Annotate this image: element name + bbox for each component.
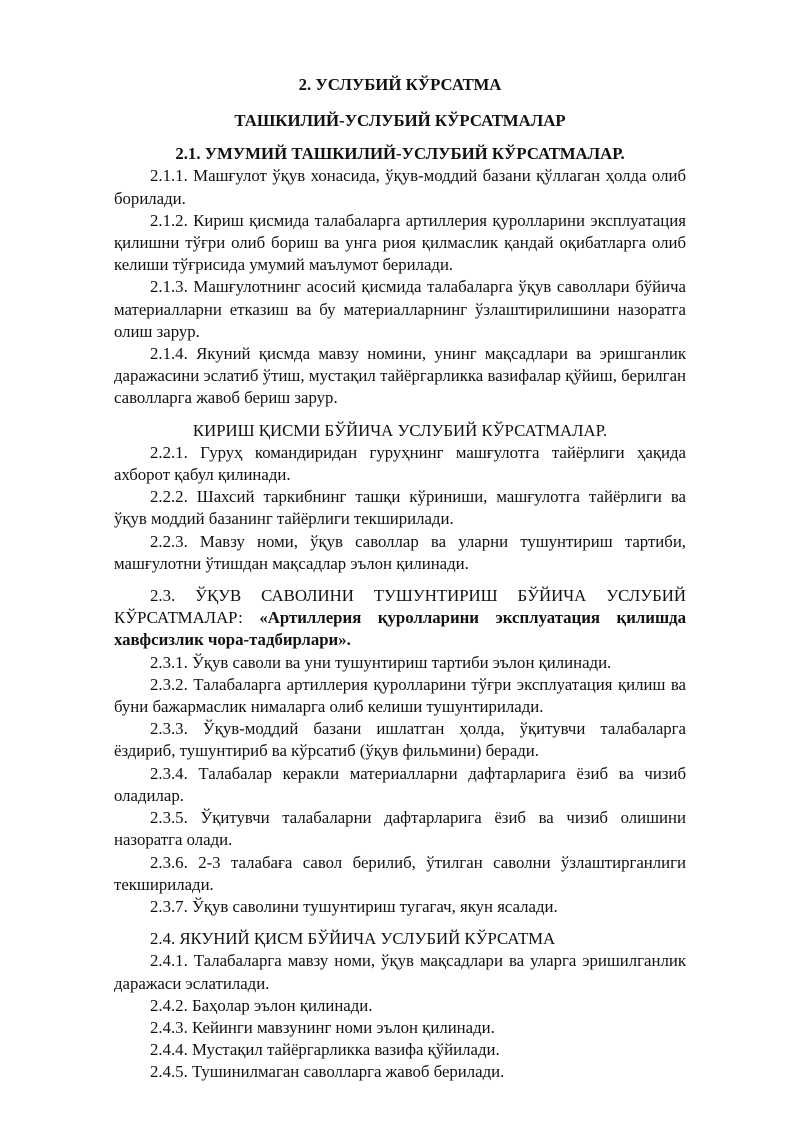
paragraph-2-3-2: 2.3.2. Талабаларга артиллерия қуролларини тўғри эксплуатация қилиш ва буни бажармаслик нималарга олиб келиши тушунтирилади.	[114, 674, 686, 717]
paragraph-2-3-1: 2.3.1. Ўқув саволи ва уни тушунтириш тартиби эълон қилинади.	[150, 652, 612, 672]
heading-general-guidance: 2.1. УМУМИЙ ТАШКИЛИЙ-УСЛУБИЙ КЎРСАТМАЛАР.	[175, 144, 625, 164]
heading-final-part-guidance: 2.4. ЯКУНИЙ ҚИСМ БЎЙИЧА УСЛУБИЙ КЎРСАТМА	[150, 929, 556, 949]
paragraph-2-2-3: 2.2.3. Мавзу номи, ўқув саволлар ва уларни тушунтириш тартиби, машғулотни ўтишдан мақсадлар эълон қилинади.	[114, 531, 686, 573]
section-2-4	[114, 950, 686, 1083]
heading-methodical-guidance: 2. УСЛУБИЙ КЎРСАТМА	[298, 75, 502, 94]
paragraph-2-2-1: 2.2.1. Гуруҳ командиридан гуруҳнинг машғулотга тайёрлиги ҳақида ахборот қабул қилинади.	[114, 442, 686, 485]
paragraph-2-1-3: 2.1.3. Машғулотнинг асосий қисмида талабаларга ўқув саволлари бўйича материалларни етказиш ва бу материалларнинг ўзлаштирилишини назоратга олиш зарур.	[114, 277, 686, 341]
paragraph-2-1-1: 2.1.1. Машғулот ўқув хонасида, ўқув-моддий базани қўллаган ҳолда олиб борилади.	[114, 166, 686, 208]
paragraph-2-3-5: 2.3.5. Ўқитувчи талабаларни дафтарларига ёзиб ва чизиб олишини назоратга олади.	[114, 808, 686, 850]
section-2-3-lead: 2.3. ЎҚУВ САВОЛИНИ ТУШУНТИРИШ БЎЙИЧА УСЛУБИЙ КЎРСАТМАЛАР:	[114, 586, 686, 628]
paragraph-2-3-heading	[114, 585, 686, 652]
heading-introduction-guidance: КИРИШ ҚИСМИ БЎЙИЧА УСЛУБИЙ КЎРСАТМАЛАР.	[192, 420, 608, 440]
paragraph-2-4-3: 2.4.3. Кейинги мавзунинг номи эълон қилинади.	[150, 1017, 495, 1037]
section-2-2	[114, 442, 686, 575]
paragraph-2-1-4: 2.1.4. Якуний қисмда мавзу номини, унинг мақсадлари ва эришганлик даражасини эслатиб ўтиш, мустақил тайёргарликка вазифалар қўйиш, берилган саволларга жавоб бериш зарур.	[114, 344, 686, 408]
paragraph-2-3-6: 2.3.6. 2-3 талабаға савол берилиб, ўтилган саволни ўзлаштирганлиги текширилади.	[114, 852, 686, 894]
paragraph-2-3-3: 2.3.3. Ўқув-моддий базани ишлатган ҳолда, ўқитувчи талабаларга ёздириб, тушунтириб ва кўрсатиб (ўқув фильмини) беради.	[114, 719, 686, 761]
paragraph-2-1-2: 2.1.2. Кириш қисмида талабаларга артиллерия қуролларини эксплуатация қилишни тўғри олиб бориш ва унга риоя қилмаслик қандай оқибатларга олиб келиши тўғрисида умумий маълумот берилади.	[114, 210, 686, 275]
heading-organizational-guidance: ТАШКИЛИЙ-УСЛУБИЙ КЎРСАТМАЛАР	[234, 111, 566, 130]
paragraph-2-4-5: 2.4.5. Тушинилмаган саволларга жавоб берилади.	[150, 1062, 505, 1082]
paragraph-2-3-4: 2.3.4. Талабалар керакли материалларни дафтарларига ёзиб ва чизиб оладилар.	[114, 763, 686, 805]
section-2-3	[114, 652, 686, 918]
paragraph-2-3-7: 2.3.7. Ўқув саволини тушунтириш тугагач, якун ясалади.	[150, 896, 558, 916]
section-2-1	[114, 165, 686, 409]
paragraph-2-4-4: 2.4.4. Мустақил тайёргарликка вазифа қўйилади.	[150, 1040, 500, 1060]
paragraph-2-2-2: 2.2.2. Шахсий таркибнинг ташқи кўриниши, машғулотга тайёрлиги ва ўқув моддий базанинг тайёрлиги текширилади.	[114, 487, 686, 529]
paragraph-2-4-1: 2.4.1. Талабаларга мавзу номи, ўқув мақсадлари ва уларга эришилганлик даражаси эслатилади.	[114, 951, 686, 993]
section-2-3-topic: «Артиллерия қуролларини эксплуатация қилишда хавфсизлик чора-тадбирлари».	[114, 608, 686, 650]
paragraph-2-4-2: 2.4.2. Баҳолар эълон қилинади.	[150, 995, 373, 1015]
